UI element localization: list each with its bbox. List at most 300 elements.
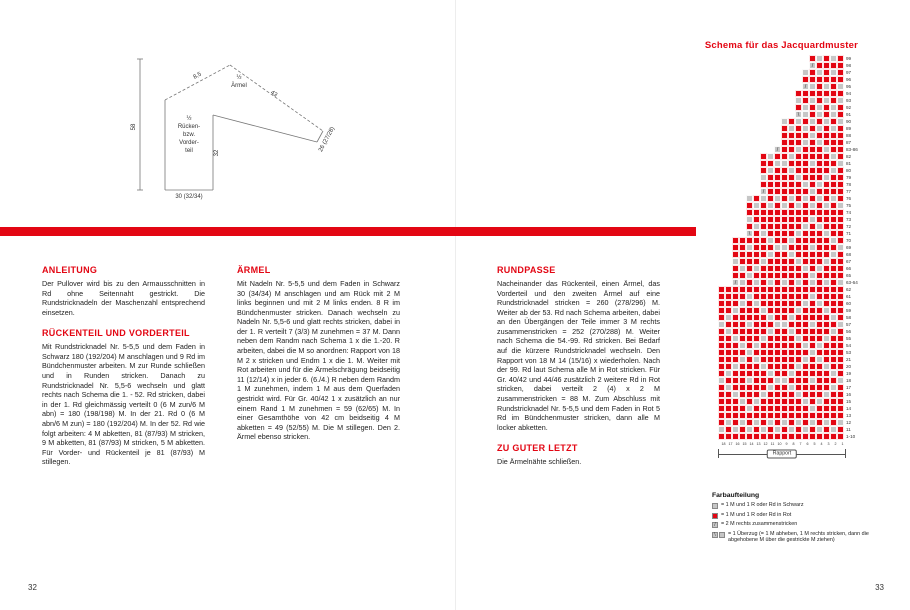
chart-cell	[823, 363, 830, 370]
chart-cell	[795, 244, 802, 251]
chart-cell	[837, 167, 844, 174]
yoke-slope-line	[165, 65, 230, 100]
chart-cell	[809, 153, 816, 160]
chart-cell	[816, 244, 823, 251]
chart-cell	[767, 272, 774, 279]
chart-cell	[816, 307, 823, 314]
chart-cell	[760, 342, 767, 349]
chart-cell	[795, 251, 802, 258]
chart-cell	[830, 153, 837, 160]
chart-cell	[725, 314, 732, 321]
chart-cell	[823, 69, 830, 76]
chart-row-number: 57	[846, 322, 852, 327]
chart-cell	[774, 433, 781, 440]
anleitung-body: Der Pullover wird bis zu den Armausschnitten in Rd ohne Seitennaht gestrickt. Die Rundstricknadeln der Maschenzahl entsprechend einsetzen.	[42, 279, 205, 317]
chart-cell	[830, 279, 837, 286]
chart-cell	[725, 286, 732, 293]
chart-cell	[732, 286, 739, 293]
chart-cell	[788, 202, 795, 209]
chart-cell	[739, 237, 746, 244]
chart-cell	[732, 265, 739, 272]
chart-cell	[837, 405, 844, 412]
chart-cell	[795, 258, 802, 265]
chart-column-number: 7	[799, 442, 802, 446]
chart-cell	[718, 342, 725, 349]
chart-cell	[760, 426, 767, 433]
chart-row-number: 69	[846, 245, 852, 250]
chart-cell	[816, 286, 823, 293]
chart-cell	[809, 139, 816, 146]
chart-cell	[732, 244, 739, 251]
chart-cell	[746, 349, 753, 356]
chart-cell	[830, 426, 837, 433]
chart-cell	[823, 426, 830, 433]
chart-cell	[725, 405, 732, 412]
chart-row	[732, 258, 862, 265]
chart-row	[732, 279, 862, 286]
chart-cell	[760, 335, 767, 342]
chart-cell	[767, 230, 774, 237]
chart-cell	[830, 335, 837, 342]
chart-cell	[816, 97, 823, 104]
chart-cell	[830, 342, 837, 349]
chart-cell	[753, 251, 760, 258]
chart-cell	[732, 377, 739, 384]
chart-cell	[802, 349, 809, 356]
chart-cell	[816, 398, 823, 405]
chart-cell	[823, 195, 830, 202]
chart-cell	[774, 237, 781, 244]
chart-row-number: 54	[846, 343, 852, 348]
chart-cell	[746, 342, 753, 349]
chart-cell	[781, 300, 788, 307]
chart-row	[718, 307, 862, 314]
chart-cell	[809, 279, 816, 286]
chart-cell	[788, 132, 795, 139]
chart-cell	[837, 265, 844, 272]
chart-cell	[746, 328, 753, 335]
schema-title: Schema für das Jacquardmuster	[704, 40, 858, 51]
chart-cell	[830, 272, 837, 279]
chart-cell	[767, 405, 774, 412]
chart-cell	[781, 286, 788, 293]
chart-cell	[774, 321, 781, 328]
chart-cell	[767, 188, 774, 195]
chart-cell	[767, 174, 774, 181]
chart-cell	[753, 342, 760, 349]
chart-cell	[760, 223, 767, 230]
chart-cell	[788, 272, 795, 279]
chart-cell	[802, 307, 809, 314]
chart-cell	[823, 307, 830, 314]
chart-cell	[816, 258, 823, 265]
chart-cell	[746, 363, 753, 370]
chart-cell	[837, 118, 844, 125]
chart-cell	[753, 412, 760, 419]
chart-cell	[767, 258, 774, 265]
chart-cell	[823, 153, 830, 160]
chart-cell	[837, 160, 844, 167]
chart-cell	[795, 356, 802, 363]
chart-cell	[795, 279, 802, 286]
chart-cell	[802, 209, 809, 216]
chart-cell	[802, 251, 809, 258]
chart-row-number: 99	[846, 56, 852, 61]
chart-cell	[788, 433, 795, 440]
chart-cell	[809, 419, 816, 426]
jacquard-chart	[718, 55, 862, 440]
chart-cell	[788, 258, 795, 265]
chart-cell	[781, 356, 788, 363]
chart-cell	[781, 174, 788, 181]
chart-cell	[795, 314, 802, 321]
chart-cell	[746, 300, 753, 307]
chart-cell	[809, 55, 816, 62]
chart-cell	[809, 342, 816, 349]
chart-cell	[718, 398, 725, 405]
chart-cell	[837, 377, 844, 384]
chart-cell	[781, 314, 788, 321]
chart-cell	[823, 272, 830, 279]
chart-cell	[753, 300, 760, 307]
chart-cell	[746, 251, 753, 258]
chart-cell	[760, 391, 767, 398]
chart-row-number: 93	[846, 98, 852, 103]
chart-cell	[823, 104, 830, 111]
chart-row	[718, 328, 862, 335]
chart-row-number: 18	[846, 378, 852, 383]
chart-cell	[795, 216, 802, 223]
chart-cell	[830, 188, 837, 195]
chart-row-number: 97	[846, 70, 852, 75]
chart-cell	[809, 328, 816, 335]
chart-cell	[809, 370, 816, 377]
chart-cell	[746, 356, 753, 363]
chart-cell	[809, 76, 816, 83]
chart-cell	[788, 328, 795, 335]
chart-cell	[809, 286, 816, 293]
chart-cell	[781, 349, 788, 356]
chart-row	[732, 244, 862, 251]
chart-cell	[753, 391, 760, 398]
chart-cell	[753, 244, 760, 251]
chart-cell	[816, 433, 823, 440]
chart-column-number: 12	[763, 442, 768, 446]
chart-cell	[788, 293, 795, 300]
chart-cell	[802, 202, 809, 209]
chart-cell	[781, 202, 788, 209]
chart-cell	[760, 412, 767, 419]
chart-cell	[837, 279, 844, 286]
chart-column-number: 2	[834, 442, 837, 446]
chart-column-number: 17	[728, 442, 733, 446]
chart-cell	[816, 349, 823, 356]
chart-cell	[823, 83, 830, 90]
chart-cell	[774, 342, 781, 349]
chart-cell	[746, 216, 753, 223]
chart-cell	[781, 405, 788, 412]
chart-cell	[739, 412, 746, 419]
chart-cell	[816, 167, 823, 174]
chart-cell	[725, 426, 732, 433]
chart-cell	[732, 391, 739, 398]
chart-cell	[746, 426, 753, 433]
chart-cell	[732, 349, 739, 356]
chart-cell	[837, 321, 844, 328]
chart-cell	[823, 237, 830, 244]
chart-cell	[823, 139, 830, 146]
chart-cell	[746, 314, 753, 321]
chart-cell	[732, 412, 739, 419]
chart-cell	[816, 209, 823, 216]
diagram-body-label-line1: ½	[186, 116, 192, 122]
chart-cell	[837, 69, 844, 76]
chart-cell	[837, 230, 844, 237]
chart-row-number: 71	[846, 231, 852, 236]
chart-cell	[746, 237, 753, 244]
chart-cell	[774, 363, 781, 370]
chart-row-number: 98	[846, 63, 852, 68]
legend-item-ueberzug	[712, 531, 892, 545]
chart-cell	[823, 258, 830, 265]
chart-cell	[788, 251, 795, 258]
chart-cell	[718, 349, 725, 356]
chart-cell	[830, 356, 837, 363]
legend-item-text: = 1 Überzug (= 1 M abheben, 1 M rechts stricken, dann die abgehobene M über die gestrickte M ziehen)	[728, 530, 869, 544]
chart-cell	[795, 335, 802, 342]
chart-row	[718, 314, 862, 321]
chart-cell	[760, 300, 767, 307]
chart-cell	[816, 111, 823, 118]
chart-cell	[837, 419, 844, 426]
chart-cell	[837, 426, 844, 433]
chart-cell	[767, 286, 774, 293]
chart-cell	[788, 286, 795, 293]
chart-cell	[767, 167, 774, 174]
chart-cell	[753, 230, 760, 237]
chart-cell	[816, 195, 823, 202]
chart-cell	[795, 118, 802, 125]
chart-cell	[809, 314, 816, 321]
chart-cell	[753, 405, 760, 412]
chart-cell	[837, 258, 844, 265]
chart-cell	[760, 349, 767, 356]
chart-cell	[760, 293, 767, 300]
chart-cell	[739, 405, 746, 412]
chart-cell	[746, 419, 753, 426]
chart-cell	[823, 384, 830, 391]
chart-cell	[774, 398, 781, 405]
chart-cell	[802, 146, 809, 153]
chart-cell	[816, 146, 823, 153]
chart-cell	[732, 307, 739, 314]
chart-cell	[781, 426, 788, 433]
chart-cell	[760, 307, 767, 314]
chart-cell	[816, 90, 823, 97]
chart-cell	[809, 209, 816, 216]
chart-cell	[802, 356, 809, 363]
chart-cell	[802, 363, 809, 370]
chart-cell	[795, 384, 802, 391]
chart-cell	[795, 419, 802, 426]
chart-cell	[767, 419, 774, 426]
chart-row	[781, 118, 862, 125]
chart-cell	[837, 216, 844, 223]
chart-cell	[830, 139, 837, 146]
zu-guter-letzt-heading: ZU GUTER LETZT	[497, 443, 578, 454]
chart-cell	[767, 153, 774, 160]
chart-column-number: 1	[841, 442, 844, 446]
chart-cell	[718, 286, 725, 293]
chart-cell	[837, 300, 844, 307]
chart-cell	[760, 314, 767, 321]
chart-cell	[760, 377, 767, 384]
chart-cell	[774, 300, 781, 307]
chart-cell	[774, 272, 781, 279]
chart-cell	[732, 328, 739, 335]
chart-cell	[781, 139, 788, 146]
chart-cell	[823, 216, 830, 223]
chart-cell	[816, 251, 823, 258]
chart-cell	[767, 223, 774, 230]
chart-cell	[732, 321, 739, 328]
chart-cell	[802, 132, 809, 139]
chart-cell	[781, 223, 788, 230]
chart-row	[718, 426, 862, 433]
chart-cell	[816, 426, 823, 433]
chart-cell	[788, 314, 795, 321]
chart-cell	[837, 153, 844, 160]
chart-cell	[823, 286, 830, 293]
chart-cell	[760, 209, 767, 216]
chart-row	[718, 286, 862, 293]
chart-cell	[788, 307, 795, 314]
chart-cell	[830, 195, 837, 202]
chart-cell	[823, 293, 830, 300]
chart-cell	[823, 146, 830, 153]
chart-cell	[760, 202, 767, 209]
chart-cell	[760, 258, 767, 265]
chart-cell	[795, 307, 802, 314]
chart-cell	[753, 328, 760, 335]
chart-column-number: 6	[806, 442, 809, 446]
chart-cell: /	[802, 83, 809, 90]
chart-cell	[753, 314, 760, 321]
chart-cell	[823, 188, 830, 195]
chart-row	[718, 377, 862, 384]
chart-cell	[732, 300, 739, 307]
chart-cell	[781, 181, 788, 188]
chart-cell	[781, 419, 788, 426]
chart-cell	[774, 188, 781, 195]
chart-cell	[739, 356, 746, 363]
chart-cell	[823, 230, 830, 237]
diagram-side-length-label: 32	[214, 149, 220, 157]
chart-cell	[732, 251, 739, 258]
chart-cell	[760, 167, 767, 174]
chart-cell	[739, 377, 746, 384]
chart-row	[795, 97, 862, 104]
chart-cell	[823, 433, 830, 440]
chart-cell	[788, 321, 795, 328]
chart-cell	[809, 97, 816, 104]
chart-cell	[830, 314, 837, 321]
chart-cell	[823, 328, 830, 335]
chart-cell	[767, 398, 774, 405]
chart-cell	[788, 244, 795, 251]
chart-cell	[774, 314, 781, 321]
chart-cell	[774, 279, 781, 286]
chart-cell	[774, 370, 781, 377]
chart-cell	[718, 391, 725, 398]
chart-cell	[718, 363, 725, 370]
chart-cell	[739, 419, 746, 426]
chart-row-number: 17	[846, 385, 852, 390]
chart-cell	[795, 370, 802, 377]
schematic-diagram	[118, 45, 353, 200]
chart-row	[760, 174, 862, 181]
chart-cell	[816, 202, 823, 209]
chart-row	[746, 216, 862, 223]
chart-cell	[739, 244, 746, 251]
chart-cell	[816, 237, 823, 244]
chart-cell	[816, 391, 823, 398]
chart-cell	[781, 412, 788, 419]
chart-cell	[795, 412, 802, 419]
chart-cell	[837, 272, 844, 279]
chart-cell	[795, 265, 802, 272]
chart-cell	[795, 195, 802, 202]
chart-cell	[788, 223, 795, 230]
chart-cell	[837, 251, 844, 258]
chart-cell	[760, 230, 767, 237]
chart-cell	[816, 160, 823, 167]
chart-cell	[753, 363, 760, 370]
chart-row-number: 55	[846, 336, 852, 341]
chart-cell	[809, 69, 816, 76]
chart-cell	[725, 300, 732, 307]
chart-cell	[816, 174, 823, 181]
chart-cell	[718, 405, 725, 412]
aermel-body: Mit Nadeln Nr. 5-5,5 und dem Faden in Schwarz 30 (34/34) M anschlagen und am Rück mit 2 M links beginnen und mit 2 M links enden. 8 R im Bündchenmuster stricken. Danach wechseln zu Nadeln Nr. 5,5-6 und glatt rechts stricken, dabei in der 1. R verteilt 7 (3/3) M zunehmen = 37 M. Dann neben dem Randm nach Schema 1 x die 1.-20. R arbeiten, dabei die M so anordnen: Rapport von 18 M 2 x stricken und Endm 1 x die 1. M. Weiter mit Rot arbeiten und für die Ärmelschrägung beidseitig 11 (12/14) x in jeder 6. (6./4.) R neben dem Randm 1 M zunehmen, indem 1 M aus dem Querfaden gestrickt wird. Für Gr. 40/42 1 x zusätzlich an nur einem Rand 1 M zunehmen = 59 (62/65) M. In einer Gesamthöhe von 42 cm beidseitig 4 M abketten = 49 (52/55) M. Die M stillegen. Den 2. Ärmel ebenso stricken.	[237, 279, 400, 442]
chart-cell	[753, 216, 760, 223]
chart-cell	[718, 433, 725, 440]
chart-cell	[781, 251, 788, 258]
chart-cell	[816, 328, 823, 335]
chart-cell	[767, 370, 774, 377]
chart-cell	[816, 342, 823, 349]
chart-cell	[753, 419, 760, 426]
chart-row	[732, 251, 862, 258]
chart-cell	[795, 174, 802, 181]
chart-cell	[823, 118, 830, 125]
chart-cell	[732, 419, 739, 426]
chart-cell	[725, 433, 732, 440]
chart-cell	[837, 307, 844, 314]
chart-cell	[760, 272, 767, 279]
chart-column-number: 16	[735, 442, 740, 446]
chart-cell	[823, 167, 830, 174]
chart-cell	[837, 349, 844, 356]
chart-cell	[732, 272, 739, 279]
chart-cell	[837, 244, 844, 251]
chart-cell	[795, 181, 802, 188]
chart-footer	[718, 441, 862, 458]
chart-cell	[837, 342, 844, 349]
chart-cell	[725, 328, 732, 335]
chart-cell	[732, 314, 739, 321]
chart-cell	[753, 286, 760, 293]
